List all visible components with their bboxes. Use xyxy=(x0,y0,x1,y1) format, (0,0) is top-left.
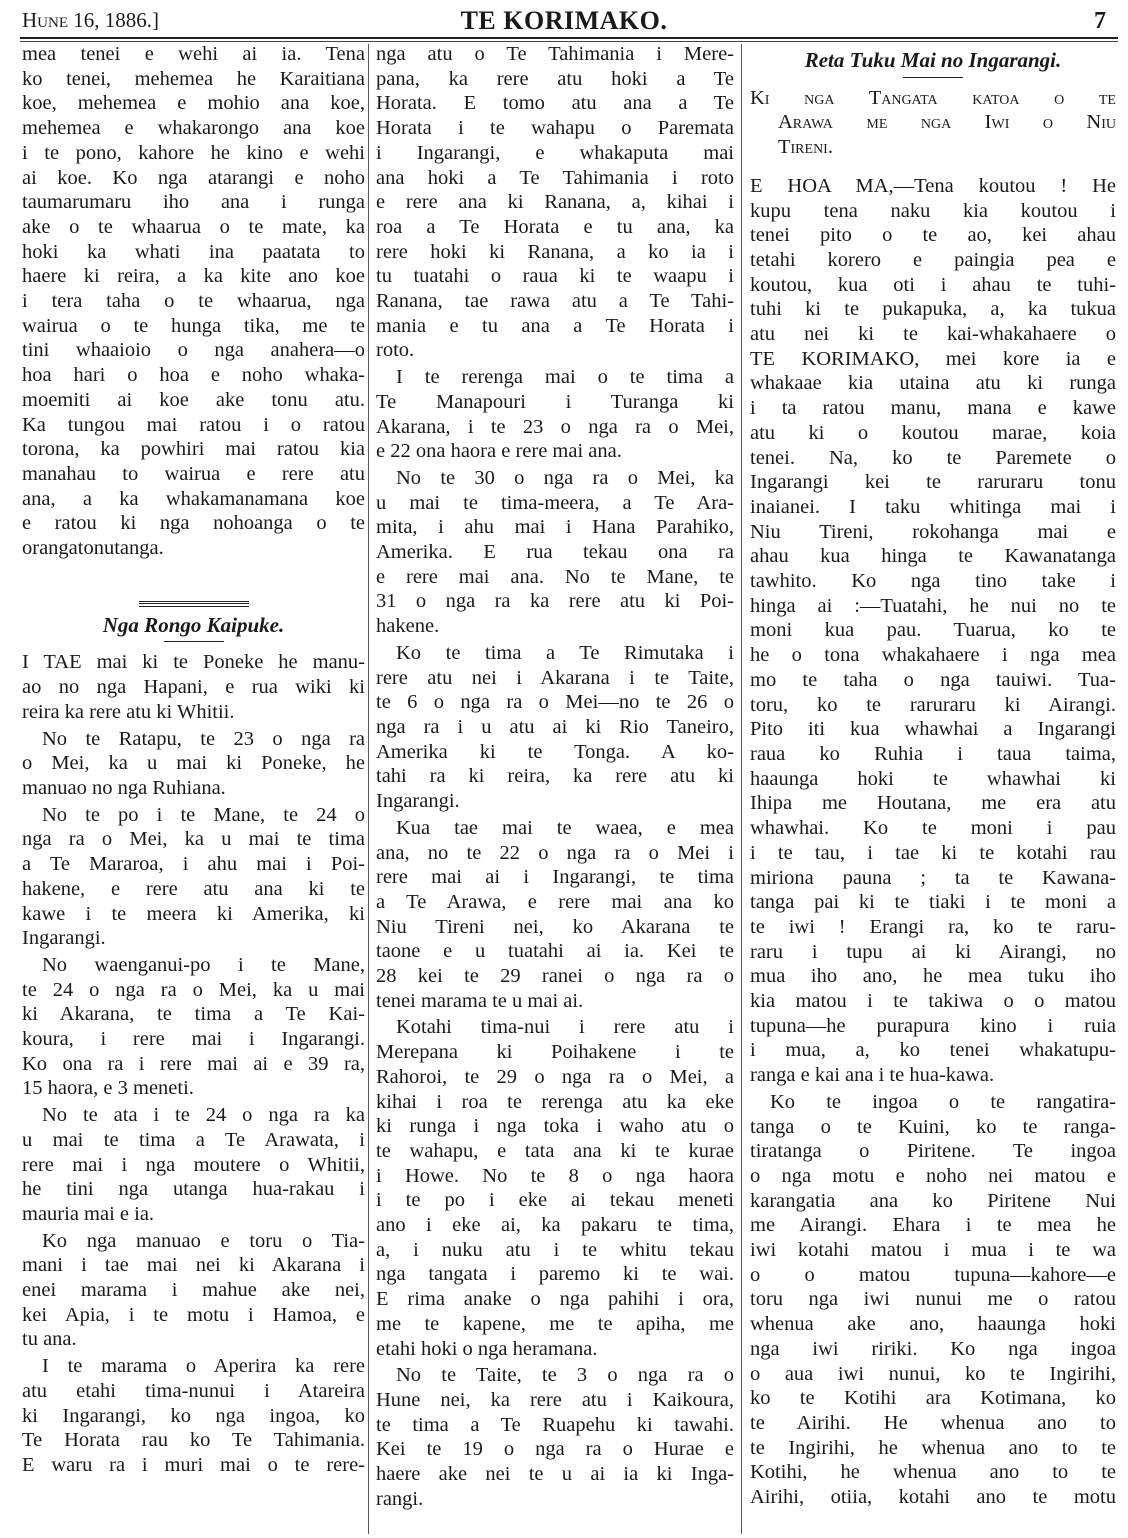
text-line: roto. xyxy=(376,339,415,362)
text-line: Rahoroi, te 29 o nga ra o Mei, a xyxy=(376,1065,734,1088)
text-line: kia matou i te takiwa o o matou xyxy=(750,990,1116,1013)
text-line: kupu tena naku kia koutou i xyxy=(750,199,1116,222)
text-line: rere mai i nga moutere o Whitii, xyxy=(22,1153,365,1176)
text-line: torona, ka powhiri mai ratou kia xyxy=(22,438,365,461)
text-line: 15 haora, e 3 meneti. xyxy=(22,1077,194,1100)
text-line: Te Horata rau ko Te Tahimania. xyxy=(22,1429,365,1452)
paragraph xyxy=(22,42,365,561)
text-line: whawhai. Ko te moni i pau xyxy=(750,817,1116,840)
text-line: inaianei. I taku whitinga mai i xyxy=(750,495,1116,518)
text-line: koutou, kua oti i ahau te tuhi- xyxy=(750,273,1116,296)
text-line: te Ingirihi, he whenua ano to te xyxy=(750,1436,1116,1459)
text-line: ano i eke ai, ka pakaru te tima, xyxy=(376,1214,734,1237)
text-line: whenua ake ano, haaunga hoki xyxy=(750,1313,1116,1336)
text-line: roa a Te Horata e tu ana, ka xyxy=(376,215,734,238)
text-line: Ihipa me Houtana, me era atu xyxy=(750,792,1116,815)
text-line: ana hoki a Te Tahimania i roto xyxy=(376,166,734,189)
paragraph xyxy=(376,1015,734,1361)
text-line: Ko ona ra i rere mai ai e 39 ra, xyxy=(22,1052,365,1075)
text-line: I TAE mai ki te Poneke he manu- xyxy=(22,651,365,674)
text-line: ki runga i nga toka i waho atu o xyxy=(376,1115,734,1138)
text-line: tanga pai ki te tiaki i te moni a xyxy=(750,891,1116,914)
text-line: hakene, e rere atu ana ki te xyxy=(22,877,365,900)
text-line: E waru ra i muri mai o te rere- xyxy=(22,1453,365,1476)
column-3 xyxy=(750,42,1116,1512)
text-line: miriona pauna ; ta te Kawana- xyxy=(750,866,1116,889)
text-line: Ka tungou mai ratou i o ratou xyxy=(22,413,365,436)
text-line: i te po i eke ai tekau meneti xyxy=(376,1189,734,1212)
text-line: E rima anake o nga pahihi i ora, xyxy=(376,1288,734,1311)
paragraph xyxy=(22,1229,365,1353)
text-line: u mai te tima-meera, a Te Ara- xyxy=(376,491,734,514)
paragraph xyxy=(750,174,1116,1088)
text-line: tanga o te Kuini, ko te ranga- xyxy=(750,1115,1116,1138)
text-line: No te Ratapu, te 23 o nga ra xyxy=(42,727,365,750)
text-line: whakaae kia utaina atu ki runga xyxy=(750,372,1116,395)
text-line: E HOA MA,—Tena koutou ! He xyxy=(750,174,1116,197)
text-line: orangatonutanga. xyxy=(22,537,164,560)
text-line: Pito iti kua whawhai a Ingarangi xyxy=(750,718,1116,741)
text-line: haaunga hoki te whawhai ki xyxy=(750,767,1116,790)
text-line: Akarana, i te 23 o nga ra o Mei, xyxy=(376,415,734,438)
text-line: hakene. xyxy=(376,615,440,638)
paragraph xyxy=(22,1103,365,1227)
text-line: raru i tupu ai ki Airangi, no xyxy=(750,940,1116,963)
paragraph xyxy=(376,42,734,363)
text-line: TE KORIMAKO, mei kore ia e xyxy=(750,347,1116,370)
text-line: e 22 ona haora e rere mai ana. xyxy=(376,440,622,463)
paragraph xyxy=(376,466,734,639)
paragraph xyxy=(376,1363,734,1511)
text-line: tetahi korero e paingia pea e xyxy=(750,248,1116,271)
text-line: raua ko Ruhia i taua taima, xyxy=(750,742,1116,765)
text-line: tahi ra ki reira, ka rere atu ki xyxy=(376,765,734,788)
text-line: ahau kua hinga te Kawanatanga xyxy=(750,545,1116,568)
text-line: Amerika ki te Tonga. A ko- xyxy=(376,740,734,763)
text-line: 31 o nga ra ka rere atu ki Poi- xyxy=(376,590,734,613)
paragraph xyxy=(376,365,734,464)
text-line: tuhi ki te pukapuka, a, ka tukua xyxy=(750,298,1116,321)
text-line: he tini nga utanga hua-rakau i xyxy=(22,1178,365,1201)
text-line: tu ana. xyxy=(22,1328,77,1351)
text-line: a Te Arawa, e rere mai ana ko xyxy=(376,890,734,913)
text-line: he o tona whakahaere i nga mea xyxy=(750,644,1116,667)
text-line: iwi kotahi matou i mua i te wa xyxy=(750,1239,1116,1262)
paragraph xyxy=(22,727,365,801)
text-line: manahau to wairua e rere atu xyxy=(22,462,365,485)
paragraph xyxy=(22,953,365,1101)
text-line: karangatia ana ko Piritene Nui xyxy=(750,1189,1116,1212)
text-line: nga ra o Mei, ka u mai te tima xyxy=(22,828,365,851)
text-line: Amerika. E rua tekau ona ra xyxy=(376,541,734,564)
text-line: taone e u tuatahi ai ia. Kei te xyxy=(376,940,734,963)
text-line: hoa hari o hoa e noho whaka- xyxy=(22,364,365,387)
text-line: Ko nga manuao e toru o Tia- xyxy=(42,1229,365,1252)
text-line: atu nei ki te kai-whakahaere o xyxy=(750,323,1116,346)
text-line: Te Manapouri i Turanga ki xyxy=(376,390,734,413)
text-line: a Te Mararoa, i ahu mai i Poi- xyxy=(22,853,365,876)
text-line: Hune nei, ka rere atu i Kaikoura, xyxy=(376,1388,734,1411)
text-line: ai koe. Ko nga atarangi e noho xyxy=(22,166,365,189)
text-line: Ingarangi. xyxy=(22,927,106,950)
text-line: tenei pito o te ao, kei ahau xyxy=(750,224,1116,247)
text-line: tenei marama te u mai ai. xyxy=(376,989,584,1012)
text-line: e rere mai ana. No te Mane, te xyxy=(376,565,734,588)
text-line: Merepana ki Poihakene i te xyxy=(376,1041,734,1064)
text-line: te wahapu, e tata ana ki te kurae xyxy=(376,1139,734,1162)
text-line: nga ra i u atu ai ki Rio Taneiro, xyxy=(376,715,734,738)
text-line: Tireni. xyxy=(778,136,833,159)
text-line: tini whaaioio o nga anahera—o xyxy=(22,339,365,362)
text-line: ao no nga Hapani, e rua wiki ki xyxy=(22,676,365,699)
text-line: ki Akarana, te tima a Te Kai- xyxy=(22,1003,365,1026)
paragraph xyxy=(376,816,734,1014)
text-line: i te pono, kahore he kino e wehi xyxy=(22,141,365,164)
text-line: rere mai ai i Ingarangi, te tima xyxy=(376,866,734,889)
text-line: etahi hoki o nga heramana. xyxy=(376,1337,598,1360)
text-line: me Airangi. Ehara i te mea he xyxy=(750,1214,1116,1237)
text-line: i ta ratou manu, mana e kawe xyxy=(750,397,1116,420)
text-line: te tima a Te Ruapehu ki tawahi. xyxy=(376,1413,734,1436)
text-line: ake o te whaarua o te mate, ka xyxy=(22,215,365,238)
text-line: Ko te ingoa o te rangatira- xyxy=(770,1090,1116,1113)
text-line: rere hoki ki Ranana, a ko ia i xyxy=(376,240,734,263)
text-line: tu tuatahi o raua ki te waapu i xyxy=(376,265,734,288)
text-line: Niu Tireni, rokohanga mai e xyxy=(750,520,1116,543)
text-line: ko te Kotihi ara Kotimana, ko xyxy=(750,1387,1116,1410)
text-line: tiratanga o Piritene. Te ingoa xyxy=(750,1140,1116,1163)
text-line: Horata i te wahapu o Paremata xyxy=(376,117,734,140)
text-line: mua iho ano, he mea tuku iho xyxy=(750,965,1116,988)
text-line: i te tau, i tae ki te kotahi rau xyxy=(750,841,1116,864)
text-line: No te 30 o nga ra o Mei, ka xyxy=(396,466,734,489)
text-line: koe, mehemea e mohio ana koe, xyxy=(22,92,365,115)
text-line: nga atu o Te Tahimania i Mere- xyxy=(376,43,734,65)
text-line: mo te taha o nga tauiwi. Tua- xyxy=(750,668,1116,691)
text-line: te Airihi. He whenua ano to xyxy=(750,1411,1116,1434)
text-line: Ingarangi kei te raruraru tonu xyxy=(750,471,1116,494)
text-line: I te marama o Aperira ka rere xyxy=(42,1355,365,1378)
text-line: Arawa me nga Iwi o Niu xyxy=(778,111,1116,134)
text-line: mea tenei e wehi ai ia. Tena xyxy=(22,43,365,65)
paragraph xyxy=(22,803,365,951)
text-line: i Ingarangi, e whakaputa mai xyxy=(376,141,734,164)
text-line: mita, i ahu mai i Hana Parahiko, xyxy=(376,516,734,539)
page-number: 7 xyxy=(1094,8,1106,34)
text-line: hoki ka whati ina paatata to xyxy=(22,240,365,263)
column-1 xyxy=(22,42,365,1480)
text-line: i Howe. No te 8 o nga haora xyxy=(376,1164,734,1187)
text-line: koura, i rere mai i Ingarangi. xyxy=(22,1028,365,1051)
text-line: nga iwi ririki. Ko nga ingoa xyxy=(750,1337,1116,1360)
text-line: ana, no te 22 o nga ra o Mei i xyxy=(376,841,734,864)
text-line: o aua iwi nunui, ko te Ingirihi, xyxy=(750,1362,1116,1385)
column-divider xyxy=(368,44,369,1534)
text-line: ranga e kai ana i te hua-kawa. xyxy=(750,1064,995,1087)
text-line: e ratou ki nga nohoanga o te xyxy=(22,512,365,535)
text-line: o Mei, ka u mai ki Poneke, he xyxy=(22,752,365,775)
article-heading: Nga Rongo Kaipuke. xyxy=(102,612,285,637)
text-line: No te ata i te 24 o nga ra ka xyxy=(42,1104,365,1127)
text-line: No waenganui-po i te Mane, xyxy=(42,953,365,976)
text-line: reira ka rere atu ki Whitii. xyxy=(22,700,235,723)
text-line: Kotahi tima-nui i rere atu i xyxy=(396,1016,734,1039)
text-line: u mai te tima a Te Arawata, i xyxy=(22,1128,365,1151)
text-line: atu ki o koutou marae, koia xyxy=(750,421,1116,444)
text-line: mani i tae mai nei ki Akarana i xyxy=(22,1254,365,1277)
text-line: hinga ai :—Tuatahi, he nui no te xyxy=(750,594,1116,617)
newspaper-title: TE KORIMAKO. xyxy=(460,6,668,35)
text-line: e rere ana ki Ranana, a, kihai i xyxy=(376,191,734,214)
section-rule xyxy=(903,77,963,78)
text-line: i mua, a, ko tenei whakatupu- xyxy=(750,1039,1116,1062)
text-line: te 6 o nga ra o Mei—no te 26 o xyxy=(376,691,734,714)
text-line: Niu Tireni nei, ko Akarana te xyxy=(376,915,734,938)
text-line: te 24 o nga ra o Mei, ka u mai xyxy=(22,978,365,1001)
text-line: manuao no nga Ruhiana. xyxy=(22,776,226,799)
text-line: No te po i te Mane, te 24 o xyxy=(42,803,365,826)
letter-address xyxy=(750,86,1116,160)
column-2 xyxy=(376,42,734,1513)
text-line: tenei. Na, ko te Paremete o xyxy=(750,446,1116,469)
text-line: moemiti ai koe ake tonu atu. xyxy=(22,388,365,411)
text-line: taumarumaru iho ana i runga xyxy=(22,191,365,214)
text-line: Ki nga Tangata katoa o te xyxy=(750,86,1116,109)
text-line: toru, ko te raruraru ki Airangi. xyxy=(750,693,1116,716)
paragraph xyxy=(376,641,734,814)
text-line: mehemea e whakarongo ana koe xyxy=(22,117,365,140)
text-line: haere ki reira, a ka kite ano koe xyxy=(22,265,365,288)
page-header xyxy=(0,6,1128,36)
text-line: Kua tae mai te waea, e mea xyxy=(396,816,734,839)
text-line: 28 kei te 29 ranei o nga ra o xyxy=(376,965,734,988)
text-line: atu etahi tima-nunui i Atareira xyxy=(22,1379,365,1402)
text-line: ana, a ka whakamanamana koe xyxy=(22,487,365,510)
text-line: o nga motu e noho nei matou e xyxy=(750,1164,1116,1187)
text-line: Kotihi, he whenua ano to te xyxy=(750,1461,1116,1484)
section-rule xyxy=(139,601,249,607)
text-line: kihai i roa te rerenga atu ka eke xyxy=(376,1090,734,1113)
text-line: kawe i te meera ki Amerika, ki xyxy=(22,902,365,925)
text-line: haere ake nei te u ai ia ki Inga- xyxy=(376,1463,734,1486)
issue-date: Hune 16, 1886.] xyxy=(22,8,159,32)
text-line: mania e tu ana a Te Horata i xyxy=(376,314,734,337)
text-line: rangi. xyxy=(376,1487,424,1510)
paragraph xyxy=(22,650,365,724)
text-line: Airihi, otiia, kotahi ano te motu xyxy=(750,1486,1116,1509)
text-line: o o matou tupuna—kahore—e xyxy=(750,1263,1116,1286)
text-line: me te kapene, me te apiha, me xyxy=(376,1312,734,1335)
section-rule xyxy=(164,641,224,642)
text-line: wairua o te hunga tika, me te xyxy=(22,314,365,337)
text-line: toru nga iwi nunui me o ratou xyxy=(750,1288,1116,1311)
text-line: nga tangata i paremo ki te wai. xyxy=(376,1263,734,1286)
text-line: tawhito. Ko nga tino take i xyxy=(750,570,1116,593)
text-line: ki Ingarangi, ko nga ingoa, ko xyxy=(22,1404,365,1427)
text-line: i tera taha o te whaarua, nga xyxy=(22,290,365,313)
text-line: kei Apia, i te motu i Hamoa, e xyxy=(22,1303,365,1326)
text-line: No te Taite, te 3 o nga ra o xyxy=(396,1364,734,1387)
text-line: Kei te 19 o nga ra o Hurae e xyxy=(376,1438,734,1461)
text-line: I te rerenga mai o te tima a xyxy=(396,366,734,389)
text-line: rere atu nei i Akarana i te Taite, xyxy=(376,666,734,689)
text-line: Horata. E tomo atu ana a Te xyxy=(376,92,734,115)
text-line: ko tenei, mehemea he Karaitiana xyxy=(22,67,365,90)
article-heading: Reta Tuku Mai no Ingarangi. xyxy=(804,48,1062,72)
paragraph xyxy=(22,1354,365,1478)
column-divider xyxy=(741,44,742,1534)
text-line: Ko te tima a Te Rimutaka i xyxy=(396,641,734,664)
text-line: te iwi ! Erangi ra, ko te raru- xyxy=(750,915,1116,938)
text-line: a, i nuku atu i te whitu tekau xyxy=(376,1238,734,1261)
text-line: Ranana, tae rawa atu a Te Tahi- xyxy=(376,290,734,313)
text-line: Ingarangi. xyxy=(376,790,460,813)
paragraph xyxy=(750,1090,1116,1510)
text-line: pana, ka rere atu hoki a Te xyxy=(376,67,734,90)
text-line: moni kua pau. Tuarua, ko te xyxy=(750,619,1116,642)
header-rule xyxy=(20,37,1118,39)
text-line: tupuna—he purapura kino i ruia xyxy=(750,1014,1116,1037)
text-line: enei marama i mahue ake nei, xyxy=(22,1279,365,1302)
text-line: mauria mai e ia. xyxy=(22,1202,155,1225)
